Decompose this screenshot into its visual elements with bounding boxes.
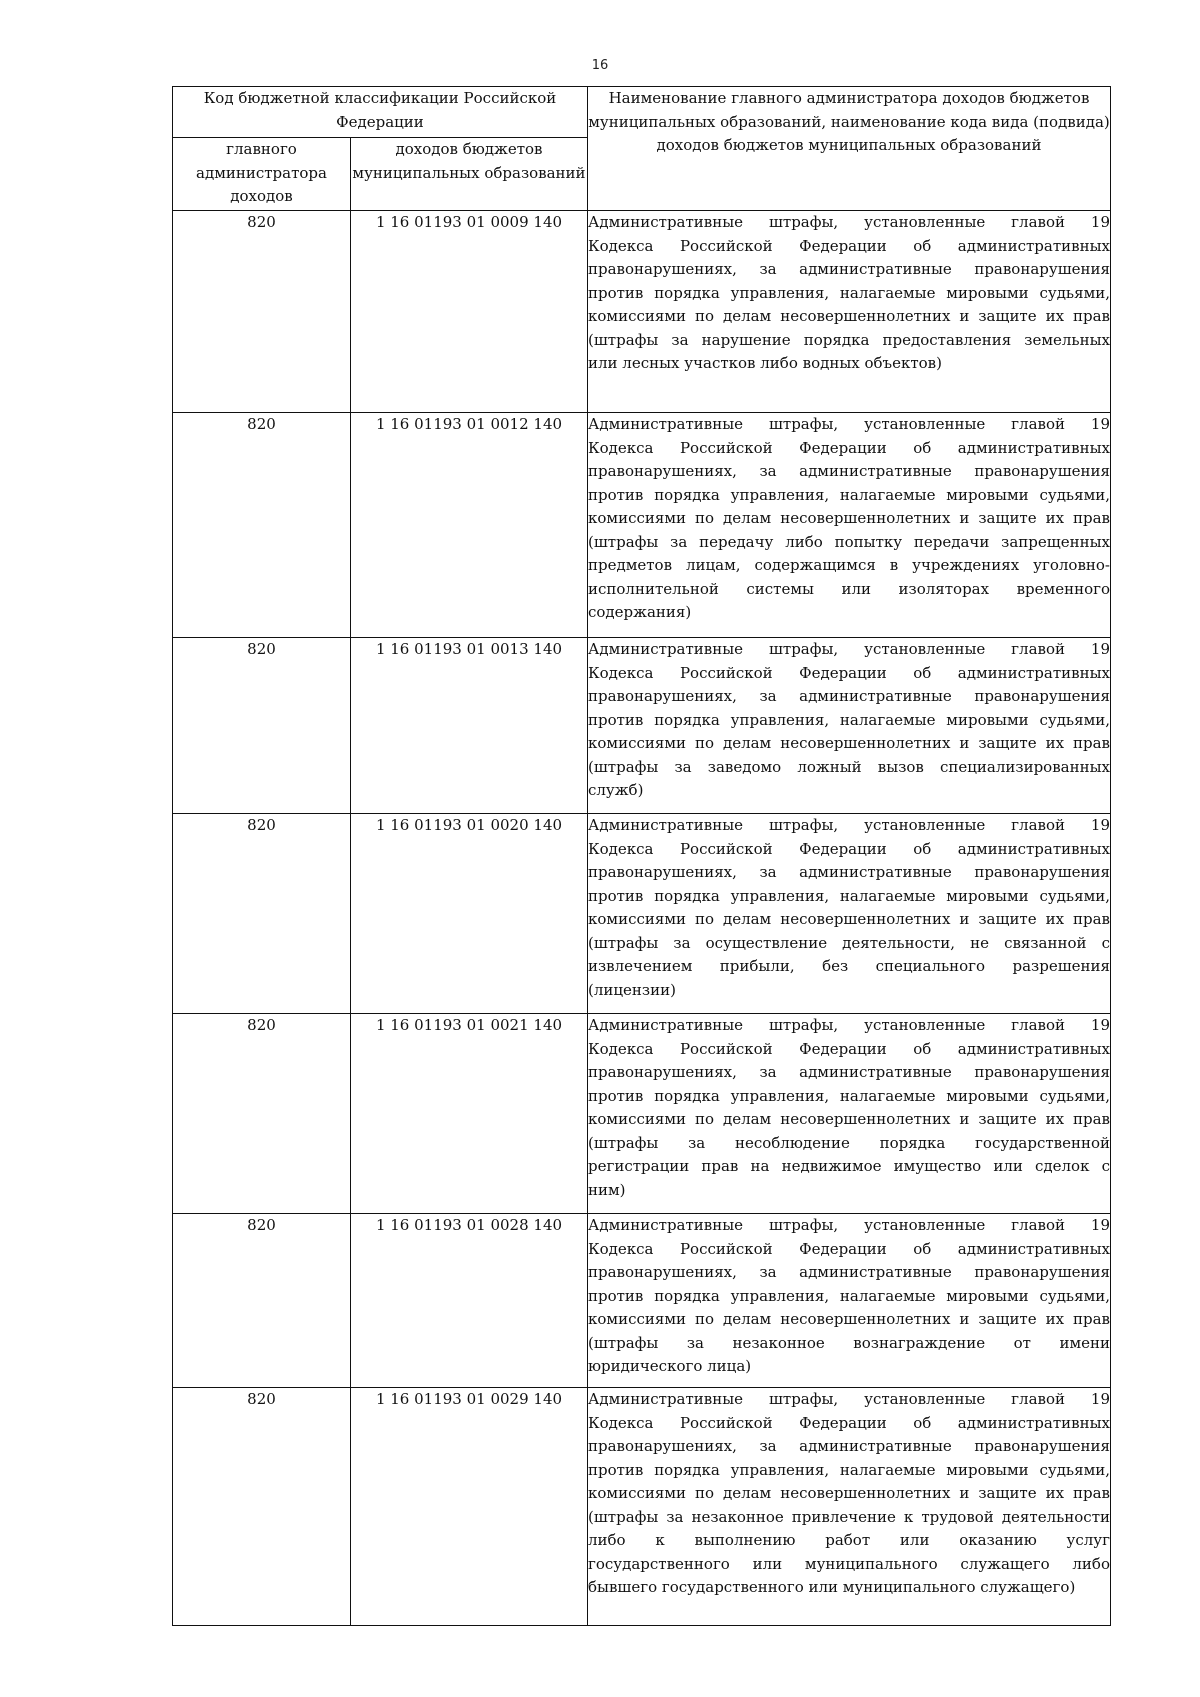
description-line: правонарушениях, за административные правонарушения — [588, 462, 1110, 480]
description-line: комиссиями по делам несовершеннолетних и защите их прав — [588, 910, 1110, 928]
admin-code-cell: 820 — [173, 1388, 351, 1626]
header-admin-column: главного администратора доходов — [173, 138, 351, 211]
description-line: Административные штрафы, установленные главой 19 — [588, 640, 1110, 658]
description-line: Кодекса Российской Федерации об административных — [588, 663, 1110, 682]
description-line: комиссиями по делам несовершеннолетних и защите их прав — [588, 307, 1110, 325]
description-line: комиссиями по делам несовершеннолетних и защите их прав — [588, 1484, 1110, 1502]
description-line: (штрафы за несоблюдение порядка государственной — [588, 1133, 1110, 1152]
description-line: Административные штрафы, установленные главой 19 — [588, 1390, 1110, 1408]
description-cell — [588, 814, 1111, 1014]
description-line: (штрафы за незаконное привлечение к трудовой деятельности — [588, 1507, 1110, 1526]
description-cell — [588, 211, 1111, 413]
description-line: либо к выполнению работ или оказанию услуг — [588, 1531, 1110, 1549]
description-line: против порядка управления, налагаемые мировыми судьями, — [588, 283, 1110, 302]
table-row — [173, 1214, 1111, 1388]
description-line: правонарушениях, за административные правонарушения — [588, 1263, 1110, 1281]
budget-code-cell: 1 16 01193 01 0028 140 — [351, 1214, 588, 1388]
table-row — [173, 1388, 1111, 1626]
budget-classification-table — [172, 86, 1111, 1626]
table-row — [173, 1014, 1111, 1214]
description-line: правонарушениях, за административные правонарушения — [588, 1437, 1110, 1455]
description-line: Кодекса Российской Федерации об административных — [588, 1039, 1110, 1058]
description-line: (штрафы за заведомо ложный вызов специализированных — [588, 757, 1110, 776]
description-cell — [588, 1214, 1111, 1388]
description-cell — [588, 413, 1111, 638]
page-number: 16 — [591, 58, 609, 73]
admin-code-cell: 820 — [173, 814, 351, 1014]
description-line: ним) — [588, 1180, 626, 1199]
budget-code-cell: 1 16 01193 01 0029 140 — [351, 1388, 588, 1626]
description-line: комиссиями по делам несовершеннолетних и защите их прав — [588, 1110, 1110, 1128]
admin-code-cell: 820 — [173, 638, 351, 814]
description-line: (штрафы за нарушение порядка предоставления земельных — [588, 330, 1110, 349]
description-cell — [588, 1388, 1111, 1626]
header-group-title: Код бюджетной классификации Российской Федерации — [173, 87, 588, 138]
budget-code-cell: 1 16 01193 01 0009 140 — [351, 211, 588, 413]
description-line: государственного или муниципального служащего либо — [588, 1554, 1110, 1573]
description-line: против порядка управления, налагаемые мировыми судьями, — [588, 485, 1110, 504]
budget-code-cell: 1 16 01193 01 0012 140 — [351, 413, 588, 638]
description-line: регистрации прав на недвижимое имущество или сделок с — [588, 1157, 1110, 1175]
description-line: Административные штрафы, установленные главой 19 — [588, 415, 1110, 433]
description-line: Кодекса Российской Федерации об административных — [588, 438, 1110, 457]
description-line: против порядка управления, налагаемые мировыми судьями, — [588, 710, 1110, 729]
budget-code-cell: 1 16 01193 01 0020 140 — [351, 814, 588, 1014]
budget-code-cell: 1 16 01193 01 0013 140 — [351, 638, 588, 814]
table-row — [173, 814, 1111, 1014]
description-line: правонарушениях, за административные правонарушения — [588, 687, 1110, 705]
description-line: извлечением прибыли, без специального разрешения — [588, 957, 1110, 975]
table-row — [173, 638, 1111, 814]
description-line: Административные штрафы, установленные главой 19 — [588, 816, 1110, 834]
admin-code-cell: 820 — [173, 413, 351, 638]
description-line: против порядка управления, налагаемые мировыми судьями, — [588, 1460, 1110, 1479]
admin-code-cell: 820 — [173, 1214, 351, 1388]
description-line: Кодекса Российской Федерации об административных — [588, 839, 1110, 858]
description-line: юридического лица) — [588, 1357, 752, 1375]
table-row — [173, 413, 1111, 638]
table-row — [173, 211, 1111, 413]
table-body — [173, 211, 1111, 1626]
description-cell — [588, 1014, 1111, 1214]
description-line: (штрафы за осуществление деятельности, не связанной с — [588, 933, 1110, 952]
header-name-column: Наименование главного администратора доходов бюджетов муниципальных образований, наименование кода вида (подвида) доходов бюджетов муниципальных образований — [588, 87, 1111, 211]
description-line: Кодекса Российской Федерации об административных — [588, 1413, 1110, 1432]
header-code-column: доходов бюджетов муниципальных образований — [351, 138, 588, 211]
description-line: комиссиями по делам несовершеннолетних и защите их прав — [588, 734, 1110, 752]
description-line: против порядка управления, налагаемые мировыми судьями, — [588, 886, 1110, 905]
description-line: или лесных участков либо водных объектов) — [588, 354, 942, 372]
budget-code-cell: 1 16 01193 01 0021 140 — [351, 1014, 588, 1214]
admin-code-cell: 820 — [173, 211, 351, 413]
description-line: комиссиями по делам несовершеннолетних и защите их прав — [588, 1310, 1110, 1328]
description-line: комиссиями по делам несовершеннолетних и защите их прав — [588, 509, 1110, 527]
description-line: (лицензии) — [588, 980, 676, 999]
description-line: (штрафы за незаконное вознаграждение от имени — [588, 1333, 1110, 1352]
description-line: Административные штрафы, установленные главой 19 — [588, 213, 1110, 231]
description-line: против порядка управления, налагаемые мировыми судьями, — [588, 1086, 1110, 1105]
description-line: Кодекса Российской Федерации об административных — [588, 236, 1110, 255]
description-line: исполнительной системы или изоляторах временного — [588, 579, 1110, 598]
admin-code-cell: 820 — [173, 1014, 351, 1214]
description-line: (штрафы за передачу либо попытку передачи запрещенных — [588, 532, 1110, 551]
description-line: предметов лицам, содержащимся в учреждениях уголовно- — [588, 556, 1110, 574]
description-line: правонарушениях, за административные правонарушения — [588, 863, 1110, 881]
description-line: Кодекса Российской Федерации об административных — [588, 1239, 1110, 1258]
description-line: правонарушениях, за административные правонарушения — [588, 1063, 1110, 1081]
description-cell — [588, 638, 1111, 814]
description-line: бывшего государственного или муниципального служащего) — [588, 1578, 1076, 1596]
description-line: против порядка управления, налагаемые мировыми судьями, — [588, 1286, 1110, 1305]
description-line: служб) — [588, 781, 644, 799]
description-line: правонарушениях, за административные правонарушения — [588, 260, 1110, 278]
description-line: содержания) — [588, 603, 692, 621]
description-line: Административные штрафы, установленные главой 19 — [588, 1016, 1110, 1034]
description-line: Административные штрафы, установленные главой 19 — [588, 1216, 1110, 1234]
